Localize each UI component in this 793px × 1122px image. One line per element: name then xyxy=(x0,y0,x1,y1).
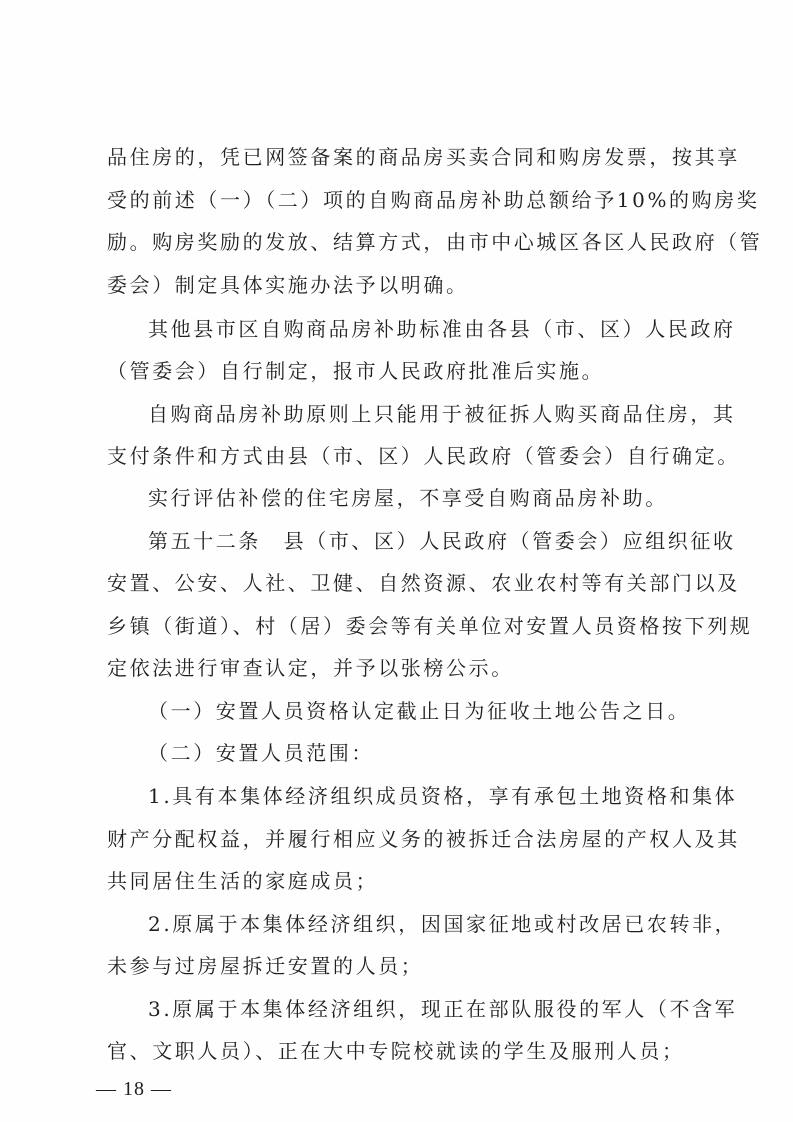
text-line: 官、文职人员）、正在大中专院校就读的学生及服刑人员； xyxy=(107,1039,685,1063)
text-line: 受的前述（一）（二）项的自购商品房补助总额给予10%的购房奖 xyxy=(107,188,760,212)
text-line: 乡镇（街道）、村（居）委会等有关单位对安置人员资格按下列规 xyxy=(107,614,753,638)
text-line: 共同居住生活的家庭成员； xyxy=(107,869,379,893)
text-line: 2.原属于本集体经济组织，因国家征地或村改居已农转非， xyxy=(148,912,738,936)
text-line: 1.具有本集体经济组织成员资格，享有承包土地资格和集体 xyxy=(148,784,738,808)
text-line: 3.原属于本集体经济组织，现正在部队服役的军人（不含军 xyxy=(148,997,738,1021)
text-line: 自购商品房补助原则上只能用于被征拆人购买商品住房，其 xyxy=(148,402,736,426)
text-line: 励。购房奖励的发放、结算方式，由市中心城区各区人民政府（管 xyxy=(107,230,763,254)
text-line: 未参与过房屋拆迁安置的人员； xyxy=(107,954,424,978)
text-line: 委会）制定具体实施办法予以明确。 xyxy=(107,273,469,297)
text-line: 其他县市区自购商品房补助标准由各县（市、区）人民政府 xyxy=(148,317,736,341)
text-line: 品住房的，凭已网签备案的商品房买卖合同和购房发票，按其享 xyxy=(107,145,740,169)
text-line: 支付条件和方式由县（市、区）人民政府（管委会）自行确定。 xyxy=(107,444,740,468)
text-line: 定依法进行审查认定，并予以张榜公示。 xyxy=(107,656,514,680)
text-line: （管委会）自行制定，报市人民政府批准后实施。 xyxy=(107,359,605,383)
article-heading-line: 第五十二条 县（市、区）人民政府（管委会）应组织征收 xyxy=(148,529,736,553)
text-line: （一）安置人员资格认定截止日为征收土地公告之日。 xyxy=(148,699,691,723)
text-line: （二）安置人员范围： xyxy=(148,741,374,765)
text-line: 财产分配权益，并履行相应义务的被拆迁合法房屋的产权人及其 xyxy=(107,827,740,851)
text-line: 安置、公安、人社、卫健、自然资源、农业农村等有关部门以及 xyxy=(107,571,740,595)
page-number: — 18 — xyxy=(96,1078,172,1100)
text-line: 实行评估补偿的住宅房屋，不享受自购商品房补助。 xyxy=(148,486,668,510)
